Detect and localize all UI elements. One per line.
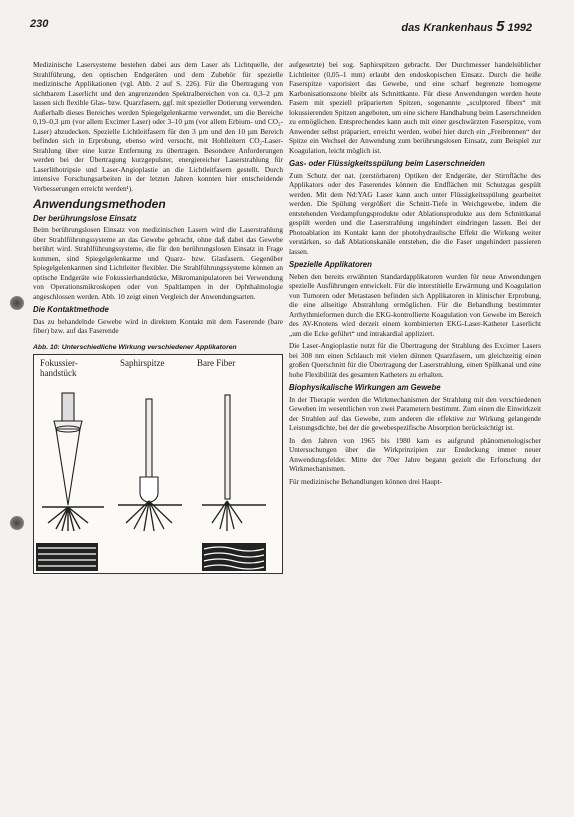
paragraph-spezielle-applikatoren: Neben den bereits erwähnten Standardapplikatoren wurden für neue Anwendungen spezielle Ausführungen entwickelt. Für die interstitielle Erwärmung und Koagulation von Tumoren oder Metastasen befinden sich Applikatoren in klinischer Erprobung, die eine allseitige Abstrahlung ermöglichen. Für die Behandlung bestimmter Arrhythmieformen durch die EKG-kontrollierte Koagulation von Gewebe im Bereich des AV-Knotens wird derzeit einem kombinierten EKG-Laser-Katheter Laserlicht „um die Ecke geführt“ und intrakardial appliziert. [289, 271, 541, 338]
section-title: Anwendungsmethoden [33, 197, 166, 211]
journal-name: das Krankenhaus [401, 22, 494, 34]
issue-year: 1992 [507, 22, 532, 34]
intro-paragraph: Medizinische Lasersysteme bestehen dabei aus dem Laser als Lichtquelle, der Strahlführung, den optischen Endgeräten und dem Zubehör für spezielle medizinische Applikationen (vgl. Abb. 2 auf S. 226). Für die Übertragung von sichtbarem Laserlicht und den angrenzenden Spektralbereichen von ca. 0,3–2 µm lassen sich flexible Glas- bzw. Quarzfasern, ggf. mit spezieller Dotierung verwenden. Außerhalb dieses Bereiches werden Spiegelgelenkarme verwendet, um die Bereiche 0,19–0,3 µm (vor allem Excimer Laser) oder 3–10 µm (vor allem Erbium- und CO₂-Laser) abzudecken. Spezielle Lichtleitfasern für den 3 µm und den 10 µm Bereich befinden sich in Erprobung, ebenso wird versucht, mit Hohlleitern CO₂-Laser-Strahlung über eine kurze Entfernung zu übertragen. Besondere Anforderungen werden bei der Übertragung kurzgepulster, energiereicher Laserstrahlung für Laserlithotripsie und Laser-Angioplastie an die Lichtleitfasern gestellt. Durch intensive Forschungsarbeiten in der letzten Jahren konnten hier entscheidende Verbesserungen erreicht werden¹). [33, 60, 283, 193]
paragraph-biophysikalisch: In der Therapie werden die Wirkmechanismen der Strahlung mit den verschiedenen Geweben im wesentlichen von zwei Parametern bestimmt. Zum einen die Einwirkzeit der Strahlen auf das Gewebe, zum anderen die effektive zur Wirkung gelangende Leistungsdichte, bei der die gewebespezifische Absorption berücksichtigt ist. [289, 394, 541, 432]
label-bare-fiber: Bare Fiber [197, 357, 236, 368]
page-header [30, 18, 532, 34]
subheading-kontaktmethode: Die Kontaktmethode [33, 305, 109, 314]
figure-caption: Abb. 10: Unterschiedliche Wirkung verschiedener Applikatoren [33, 343, 237, 351]
subheading-beruehrungslos: Der berührungslose Einsatz [33, 213, 137, 223]
paragraph-beruehrungslos: Beim berührungslosen Einsatz von medizinischen Lasern wird die Laserstrahlung über Strahlführungssysteme an das Gewebe gebracht, ohne daß dabei das Gewebe berührt wird. Strahlführungssysteme, die für den berührungslosen Einsatz in Frage kommen, sind Spiegelgelenkarme und Quarz- bzw. Glasfasern. Gegenüber Spiegelgelenkarmen sind Lichtleiter flexibler. Die Strahlführungssysteme können an optische Endgeräte wie Fokussierhandstücke, Mikromanipulatoren bei Verwendung von Operationsmikroskopen oder von Spaltlampen in der Ophthalmologie angeschlossen werden. Abb. 10 zeigt einen Vergleich der Anwendungsarten. [33, 225, 283, 301]
tissue-effect-bars [36, 543, 266, 571]
paragraph-angioplastie: Die Laser-Angioplastie nutzt für die Übertragung der Strahlung des Excimer Lasers bei 308 nm einen Schlauch mit vielen dünnen Quarzfasern, um gleichzeitig einen großen Querschnitt für die Übertragung der Laserstrahlung, einen Spülkanal und eine hohe Flexibilität des gesamten Katheters zu erhalten. [289, 341, 541, 379]
issue-number: 5 [496, 18, 505, 35]
sapphire-fiber [146, 399, 152, 477]
right-column [289, 60, 541, 487]
bare-fiber [225, 395, 230, 499]
subheading-gasspuelung: Gas- oder Flüssigkeitsspülung beim Laserschneiden [289, 159, 485, 168]
label-fokussierhandstueck: Fokussier- handstück [40, 357, 78, 378]
label-saphirspitze: Saphirspitze [120, 357, 165, 368]
paragraph-contact-continued: aufgesetzte) bei sog. Saphirspitzen gebracht. Der Durchmesser handelsüblicher Lichtleiter (0,05–1 mm) erlaubt den endoskopischen Einsatz. Durch die heiße Faserspitze vaporisiert das Gewebe, und eine scharf begrenzte homogene Karbonisationszone bleibt als Schnittkante. Für diese Anwendungen werden heute Fasern mit speziell präparierten Spitzen, sogenannte „sculptored fibers“ mit lokussierenden Spitzen angeboten, um eine sichere Handhabung beim Laserschneiden zu ermöglichen. Entsprechendes kann auch mit einer geschwärzten Faserspitze, vom Anwender selbst präpariert, erreicht werden, wobei hier durch ein „Freibrennen“ der Spitze ein Wechsel der Anwendung zum berührungslosen Einsatz, zum Beispiel zur Koagulation, leicht möglich ist. [289, 60, 541, 155]
handpiece-beam-cone [56, 429, 80, 505]
paragraph-gasspuelung: Zum Schutz der nat. (zerstörbaren) Optiken der Endgeräte, der Stirnfläche des Applikators oder des Faserendes können die Endflächen mit Schutzgas gespült werden. Mit dem Nd:YAG Laser kann auch unter Flüssigkeitsspülung gearbeitet werden. Die Spülung vergrößert die Schnitt-Tiefe in Weichgewebe, indem die entstehenden Verdampfungsprodukte oder Ablationsprodukte aus dem Schnittkanal gespült werden und die Laserstrahlung ungehindert eindringen lassen. Bei der Photoablation im Kontakt kann der photohydraulische Effekt die Wirkung weiter verstärken, so daß Ablationskanäle entstehen, die die Faser ungehindert passieren lassen. [289, 170, 541, 256]
punch-hole [10, 296, 24, 310]
paragraph-haupt: Für medizinische Behandlungen können drei Haupt- [289, 476, 442, 486]
subheading-biophysikalisch: Biophysikalische Wirkungen am Gewebe [289, 383, 441, 392]
punch-hole [10, 516, 24, 530]
figure-applicators [33, 354, 283, 574]
left-column [33, 60, 283, 574]
paragraph-history: In den Jahren von 1965 bis 1980 kam es aufgrund phänomenologischer Untersuchungen über die Wirkprinzipien zur Entdeckung immer neuer Anwendungsfelder. Mitte der 70er Jahre begann gezielt die Erforschung der Wirkmechanismen. [289, 435, 541, 473]
page-number: 230 [30, 18, 49, 30]
figure-drawing [34, 355, 284, 575]
handpiece-rays [48, 507, 88, 531]
handpiece-body [62, 393, 74, 421]
sapphire-tip [140, 477, 158, 502]
journal-heading [401, 18, 532, 35]
subheading-spezielle-applikatoren: Spezielle Applikatoren [289, 260, 372, 269]
paragraph-kontaktmethode: Das zu behandelnde Gewebe wird in direktem Kontakt mit dem Faserende (bare fiber) bzw. auf das Faserende [33, 316, 283, 335]
